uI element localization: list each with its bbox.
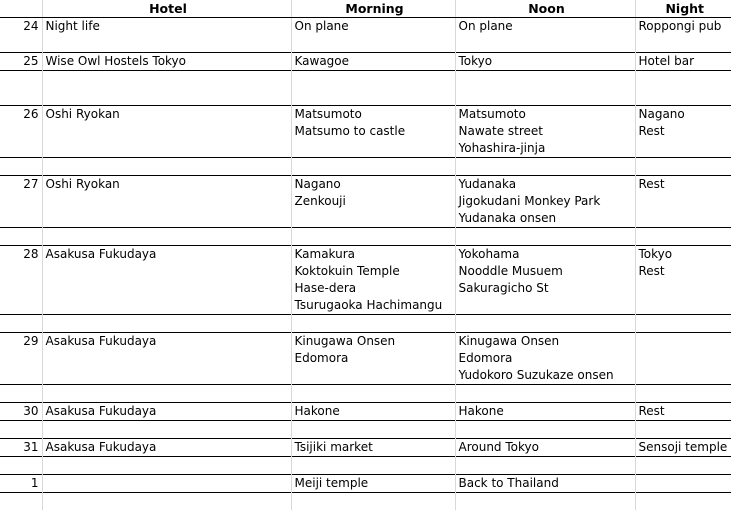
cell-noon[interactable]: Hakone [455,403,635,421]
cell-noon[interactable] [455,385,635,403]
cell-noon[interactable] [455,71,635,89]
table-row [0,158,731,176]
cell-day[interactable] [0,140,42,158]
cell-hotel[interactable] [42,140,291,158]
cell-hotel[interactable] [42,385,291,403]
cell-noon[interactable]: Around Tokyo [455,439,635,457]
cell-night[interactable]: Roppongi pub [635,18,731,36]
cell-noon[interactable]: Nawate street [455,123,635,140]
cell-noon[interactable]: Yudanaka [455,176,635,194]
table-row [0,385,731,403]
cell-day[interactable] [0,158,42,176]
cell-hotel[interactable] [42,210,291,228]
header-night[interactable]: Night [635,0,731,18]
cell-night[interactable] [635,421,731,439]
cell-noon[interactable] [455,158,635,176]
table-row [0,297,731,315]
table-row [0,35,731,53]
cell-morning[interactable] [291,228,455,246]
cell-hotel[interactable]: Asakusa Fukudaya [42,246,291,264]
cell-night[interactable] [635,228,731,246]
header-hotel[interactable]: Hotel [42,0,291,18]
table-row [0,475,731,493]
cell-day[interactable] [0,228,42,246]
cell-night[interactable] [635,280,731,297]
cell-hotel[interactable] [42,367,291,385]
cell-day[interactable]: 24 [23,19,39,33]
cell-night[interactable] [635,88,731,106]
cell-morning[interactable]: Matsumoto [291,106,455,124]
cell-noon[interactable]: Edomora [455,350,635,367]
cell-day[interactable] [0,421,42,439]
table-row [0,140,731,158]
cell-night[interactable] [635,333,731,351]
cell-day[interactable]: 31 [0,439,42,457]
cell-hotel[interactable]: Asakusa Fukudaya [42,403,291,421]
cell-hotel[interactable]: Oshi Ryokan [42,176,291,194]
cell-noon[interactable]: Matsumoto [455,106,635,124]
cell-night[interactable] [635,210,731,228]
cell-day[interactable] [0,315,42,333]
cell-day[interactable] [0,297,42,315]
table-row [0,53,731,71]
table-row [0,280,731,297]
table-row [0,193,731,210]
header-day[interactable] [0,0,42,18]
cell-night[interactable]: Rest [635,176,731,194]
cell-night[interactable] [635,350,731,367]
cell-noon[interactable] [455,228,635,246]
table-row [0,367,731,385]
header-morning[interactable]: Morning [291,0,455,18]
cell-night[interactable]: Tokyo [635,246,731,264]
cell-morning[interactable]: Kawagoe [291,53,455,71]
cell-morning[interactable]: Kamakura [291,246,455,264]
cell-hotel[interactable] [42,71,291,89]
cell-hotel[interactable] [42,228,291,246]
table-row [0,71,731,89]
cell-noon[interactable] [455,297,635,315]
cell-day[interactable] [0,350,42,367]
table-row [0,315,731,333]
cell-night[interactable] [635,297,731,315]
table-row [0,106,731,124]
cell-noon[interactable]: Back to Thailand [455,475,635,493]
cell-noon[interactable] [455,421,635,439]
cell-hotel[interactable] [42,193,291,210]
cell-hotel[interactable] [42,475,291,493]
table-row [0,457,731,475]
cell-noon[interactable] [455,315,635,333]
cell-night[interactable]: Rest [635,123,731,140]
cell-noon[interactable]: Yudokoro Suzukaze onsen [455,367,635,385]
cell-morning[interactable]: Hakone [291,403,455,421]
cell-noon[interactable]: Yokohama [455,246,635,264]
cell-morning[interactable]: Edomora [291,350,455,367]
cell-morning[interactable]: Tsurugaoka Hachimangu [291,297,455,315]
cell-morning[interactable] [291,140,455,158]
cell-morning[interactable]: Matsumo to castle [291,123,455,140]
cell-hotel[interactable] [42,88,291,106]
cell-day[interactable]: 25 [0,53,42,71]
cell-morning[interactable] [291,457,455,475]
cell-day[interactable] [0,210,42,228]
cell-morning[interactable] [291,35,455,53]
cell-night[interactable] [635,193,731,210]
cell-night[interactable] [635,158,731,176]
cell-morning[interactable] [291,385,455,403]
cell-noon[interactable]: Yohashira-jinja [455,140,635,158]
cell-hotel[interactable] [42,493,291,511]
cell-morning[interactable]: Hase-dera [291,280,455,297]
cell-day[interactable] [0,35,42,53]
cell-hotel[interactable] [42,35,291,53]
cell-night[interactable] [635,140,731,158]
cell-hotel[interactable] [42,350,291,367]
cell-day[interactable] [0,88,42,106]
cell-day[interactable] [0,493,42,511]
cell-hotel[interactable]: Wise Owl Hostels Tokyo [42,53,291,71]
cell-morning[interactable]: On plane [291,18,455,36]
cell-hotel[interactable] [42,280,291,297]
cell-morning[interactable] [291,493,455,511]
cell-noon[interactable] [455,493,635,511]
table-row [0,493,731,511]
cell-night[interactable] [635,457,731,475]
cell-night[interactable]: Hotel bar [635,53,731,71]
cell-hotel[interactable] [42,297,291,315]
cell-morning[interactable] [291,421,455,439]
table-row [0,350,731,367]
cell-day[interactable] [0,193,42,210]
cell-night[interactable] [635,493,731,511]
table-row [0,88,731,106]
cell-night[interactable]: Rest [635,403,731,421]
cell-hotel[interactable]: Oshi Ryokan [42,106,291,124]
cell-morning[interactable]: Tsijiki market [291,439,455,457]
cell-day[interactable]: 1 [0,475,42,493]
cell-hotel[interactable]: Asakusa Fukudaya [42,439,291,457]
cell-day[interactable] [0,457,42,475]
cell-hotel[interactable] [42,263,291,280]
cell-morning[interactable] [291,315,455,333]
cell-day[interactable] [0,123,42,140]
cell-morning[interactable] [291,71,455,89]
cell-morning[interactable]: Meiji temple [291,475,455,493]
cell-noon[interactable]: Kinugawa Onsen [455,333,635,351]
cell-day[interactable]: 30 [0,403,42,421]
cell-noon[interactable]: Tokyo [455,53,635,71]
cell-night[interactable] [635,367,731,385]
cell-morning[interactable]: Zenkouji [291,193,455,210]
cell-noon[interactable] [455,457,635,475]
cell-noon[interactable]: On plane [455,18,635,36]
cell-morning[interactable]: Nagano [291,176,455,194]
cell-night[interactable] [635,35,731,53]
cell-morning[interactable] [291,367,455,385]
table-row [0,228,731,246]
cell-day[interactable]: 28 [0,246,42,264]
cell-noon[interactable] [455,35,635,53]
cell-day[interactable]: 26 [0,106,42,124]
cell-night[interactable] [635,315,731,333]
cell-morning[interactable]: Koktokuin Temple [291,263,455,280]
table-row [0,210,731,228]
cell-night[interactable] [635,385,731,403]
cell-morning[interactable] [291,210,455,228]
cell-day[interactable] [0,280,42,297]
table-row [0,421,731,439]
cell-hotel[interactable]: Night life [42,18,291,36]
cell-day[interactable] [0,71,42,89]
table-row [0,176,731,194]
cell-day[interactable]: 27 [0,176,42,194]
table-row [0,439,731,457]
cell-night[interactable]: Nagano [635,106,731,124]
cell-morning[interactable]: Kinugawa Onsen [291,333,455,351]
cell-morning[interactable] [291,158,455,176]
cell-hotel[interactable] [42,457,291,475]
table-row [0,333,731,351]
cell-noon[interactable]: Jigokudani Monkey Park [455,193,635,210]
table-row [0,263,731,280]
cell-noon[interactable] [455,88,635,106]
table-row [0,18,731,36]
table-row [0,246,731,264]
cell-hotel[interactable]: Asakusa Fukudaya [42,333,291,351]
cell-night[interactable] [635,475,731,493]
cell-noon[interactable]: Yudanaka onsen [455,210,635,228]
cell-hotel[interactable] [42,315,291,333]
header-row [0,0,731,18]
cell-morning[interactable] [291,88,455,106]
table-row [0,403,731,421]
cell-hotel[interactable] [42,421,291,439]
cell-day[interactable] [0,385,42,403]
cell-noon[interactable]: Nooddle Musuem [455,263,635,280]
cell-hotel[interactable] [42,123,291,140]
header-noon[interactable]: Noon [455,0,635,18]
cell-night[interactable] [635,71,731,89]
cell-night[interactable]: Sensoji temple [635,439,731,457]
cell-hotel[interactable] [42,158,291,176]
cell-day[interactable] [0,367,42,385]
table-row [0,123,731,140]
cell-day[interactable]: 29 [0,333,42,351]
cell-day[interactable] [0,263,42,280]
cell-noon[interactable]: Sakuragicho St [455,280,635,297]
cell-night[interactable]: Rest [635,263,731,280]
